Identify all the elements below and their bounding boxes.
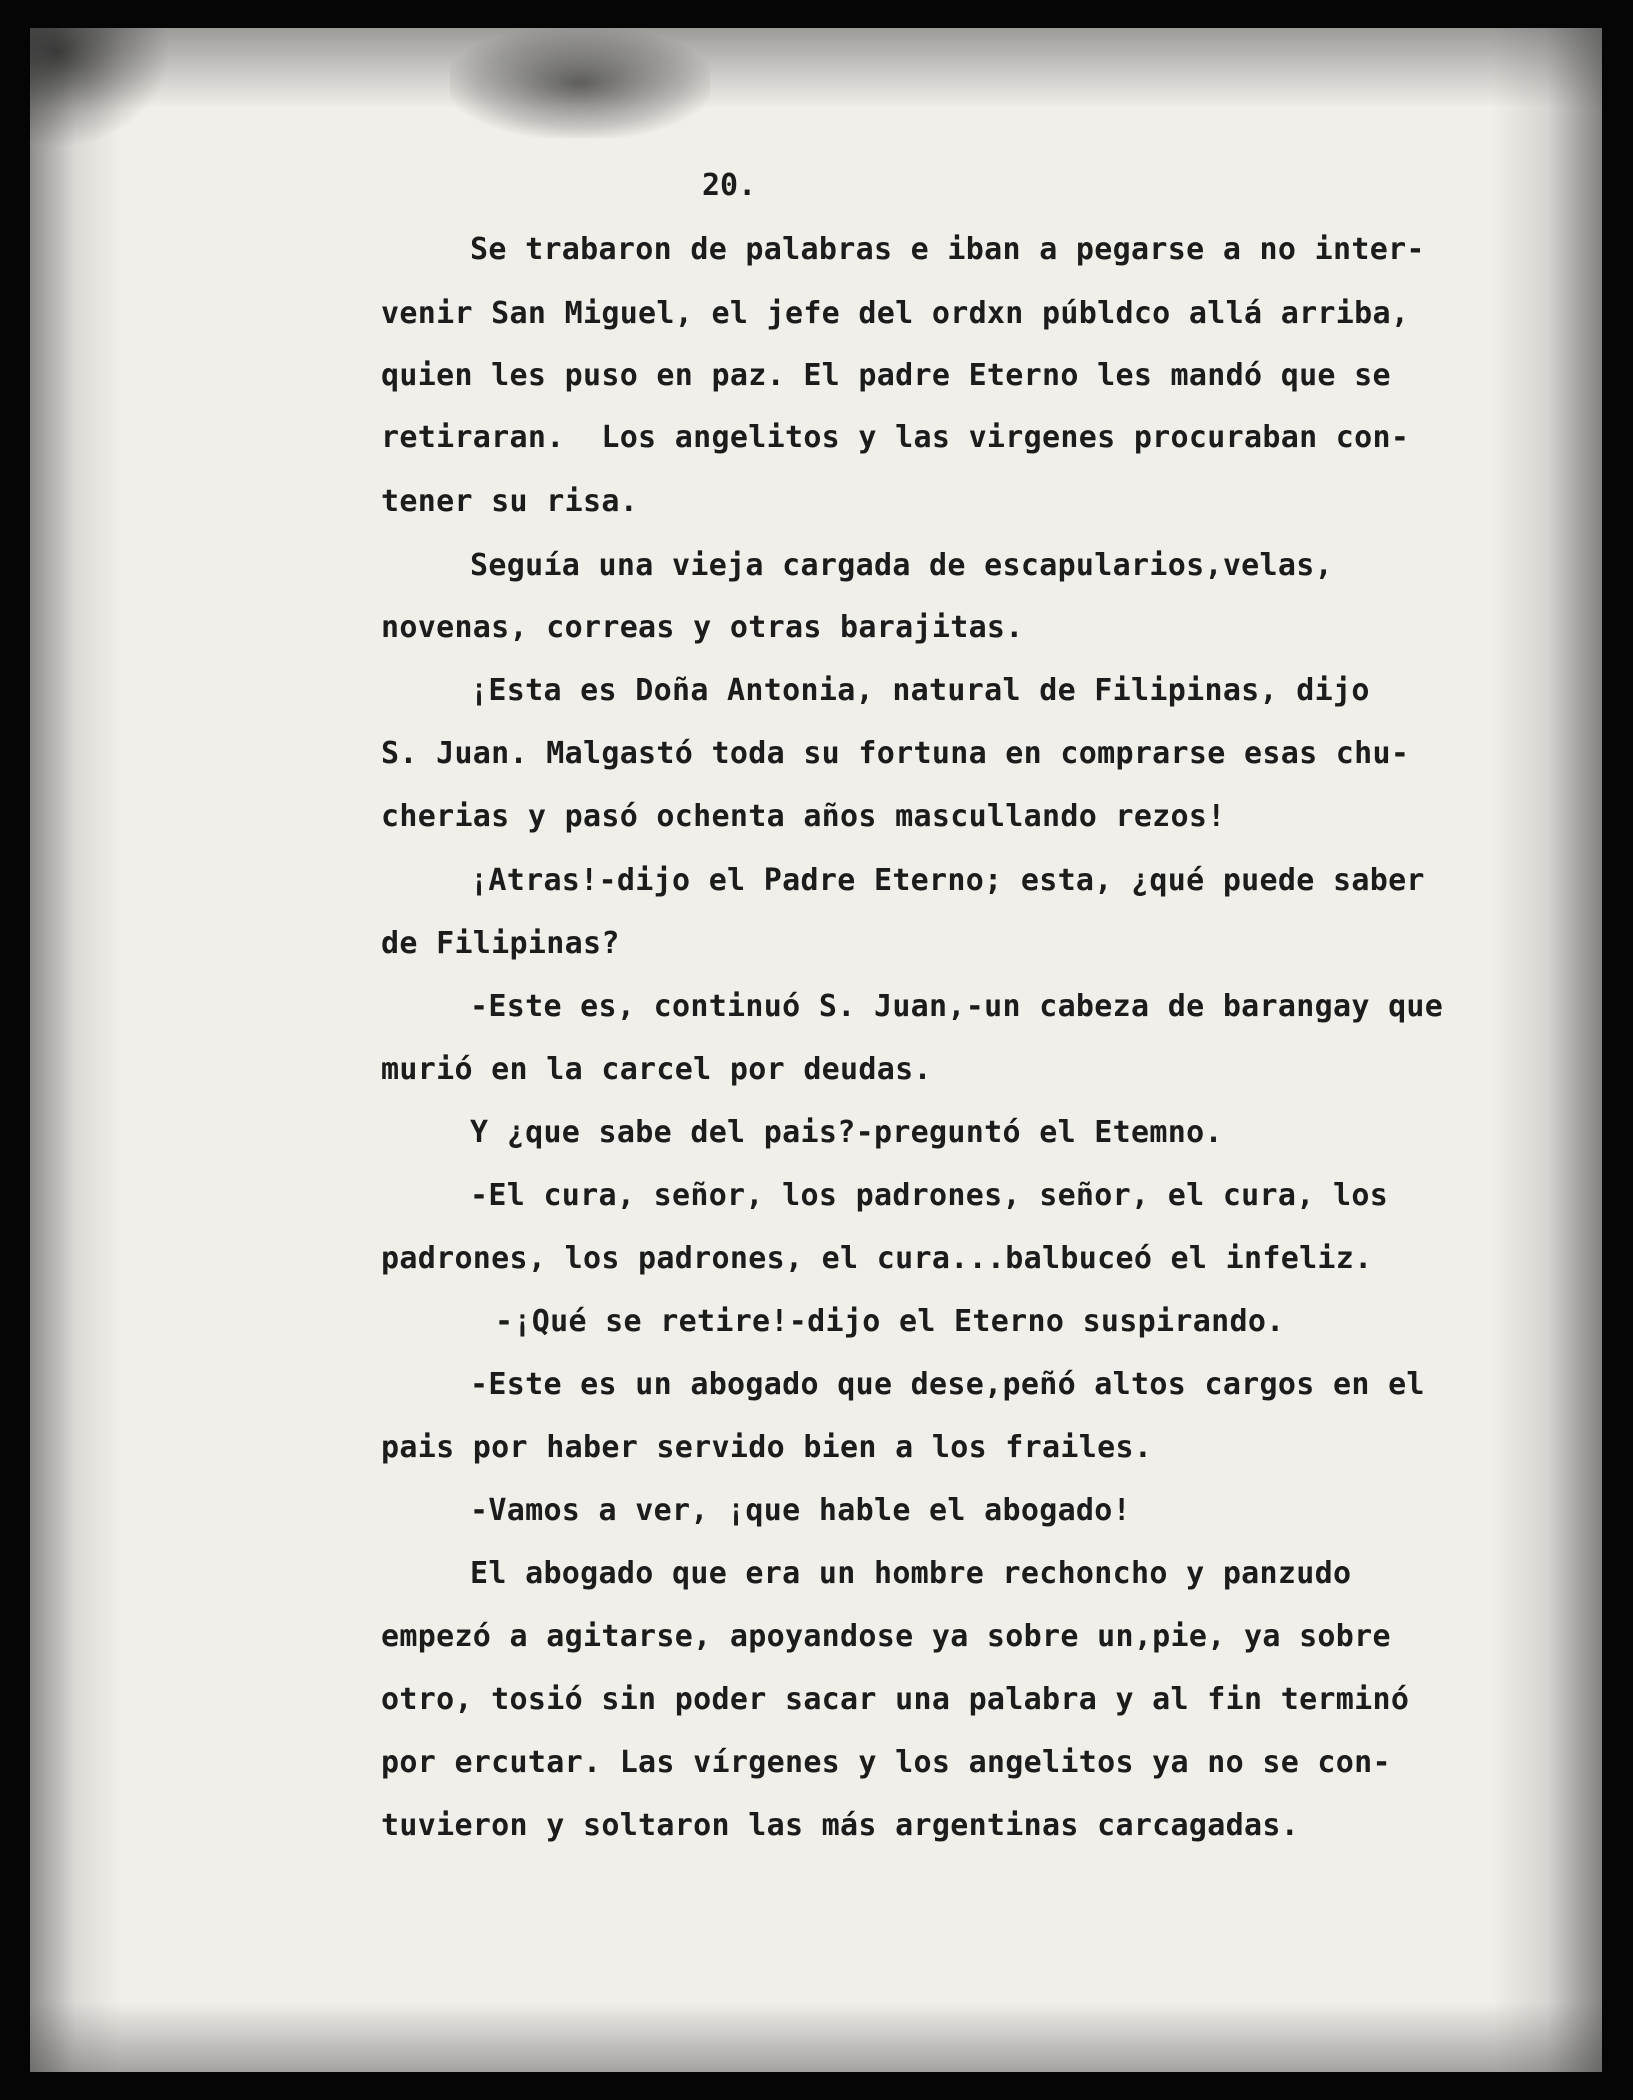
text-line: Seguía una vieja cargada de escapularios,velas,	[470, 548, 1333, 583]
text-line: quien les puso en paz. El padre Eterno les mandó que se	[381, 358, 1391, 393]
text-line: empezó a agitarse, apoyandose ya sobre un,pie, ya sobre	[381, 1619, 1391, 1654]
text-line: retiraran. Los angelitos y las virgenes procuraban con-	[381, 420, 1410, 455]
text-line: novenas, correas y otras barajitas.	[381, 610, 1024, 645]
page-number: 20.	[702, 168, 757, 203]
text-line: -Este es un abogado que dese,peñó altos cargos en el	[470, 1367, 1425, 1402]
text-line: tener su risa.	[381, 484, 639, 519]
text-line: padrones, los padrones, el cura...balbuceó el infeliz.	[381, 1241, 1373, 1276]
text-line: Y ¿que sabe del pais?-preguntó el Etemno.	[470, 1115, 1223, 1150]
text-line: S. Juan. Malgastó toda su fortuna en comprarse esas chu-	[381, 736, 1410, 771]
text-line: pais por haber servido bien a los frailes.	[381, 1430, 1153, 1465]
text-line: cherias y pasó ochenta años mascullando rezos!	[381, 799, 1226, 834]
text-line: otro, tosió sin poder sacar una palabra y al fin terminó	[381, 1682, 1410, 1717]
ink-smudge-top	[450, 28, 710, 138]
text-line: por ercutar. Las vírgenes y los angelitos ya no se con-	[381, 1745, 1391, 1780]
text-line: de Filipinas?	[381, 926, 620, 961]
text-line: tuvieron y soltaron las más argentinas carcagadas.	[381, 1808, 1300, 1843]
text-line: -Este es, continuó S. Juan,-un cabeza de barangay que	[470, 989, 1444, 1024]
text-line: ¡Esta es Doña Antonia, natural de Filipinas, dijo	[470, 673, 1370, 708]
ink-smudge-corner	[30, 28, 170, 148]
text-line: El abogado que era un hombre rechoncho y panzudo	[470, 1556, 1352, 1591]
text-line: venir San Miguel, el jefe del ordxn públdco allá arriba,	[381, 296, 1410, 331]
text-line: murió en la carcel por deudas.	[381, 1052, 932, 1087]
scan-edge-shadow-left	[30, 28, 120, 2072]
scan-edge-shadow-right	[1492, 28, 1602, 2072]
scan-edge-shadow-top	[30, 28, 1602, 108]
text-line: -El cura, señor, los padrones, señor, el cura, los	[470, 1178, 1389, 1213]
scan-edge-shadow-bottom	[30, 2002, 1602, 2072]
text-line: -¡Qué se retire!-dijo el Eterno suspirando.	[495, 1304, 1285, 1339]
text-line: -Vamos a ver, ¡que hable el abogado!	[470, 1493, 1132, 1528]
text-line: ¡Atras!-dijo el Padre Eterno; esta, ¿qué puede saber	[470, 863, 1425, 898]
text-line: Se trabaron de palabras e iban a pegarse a no inter-	[470, 232, 1425, 267]
